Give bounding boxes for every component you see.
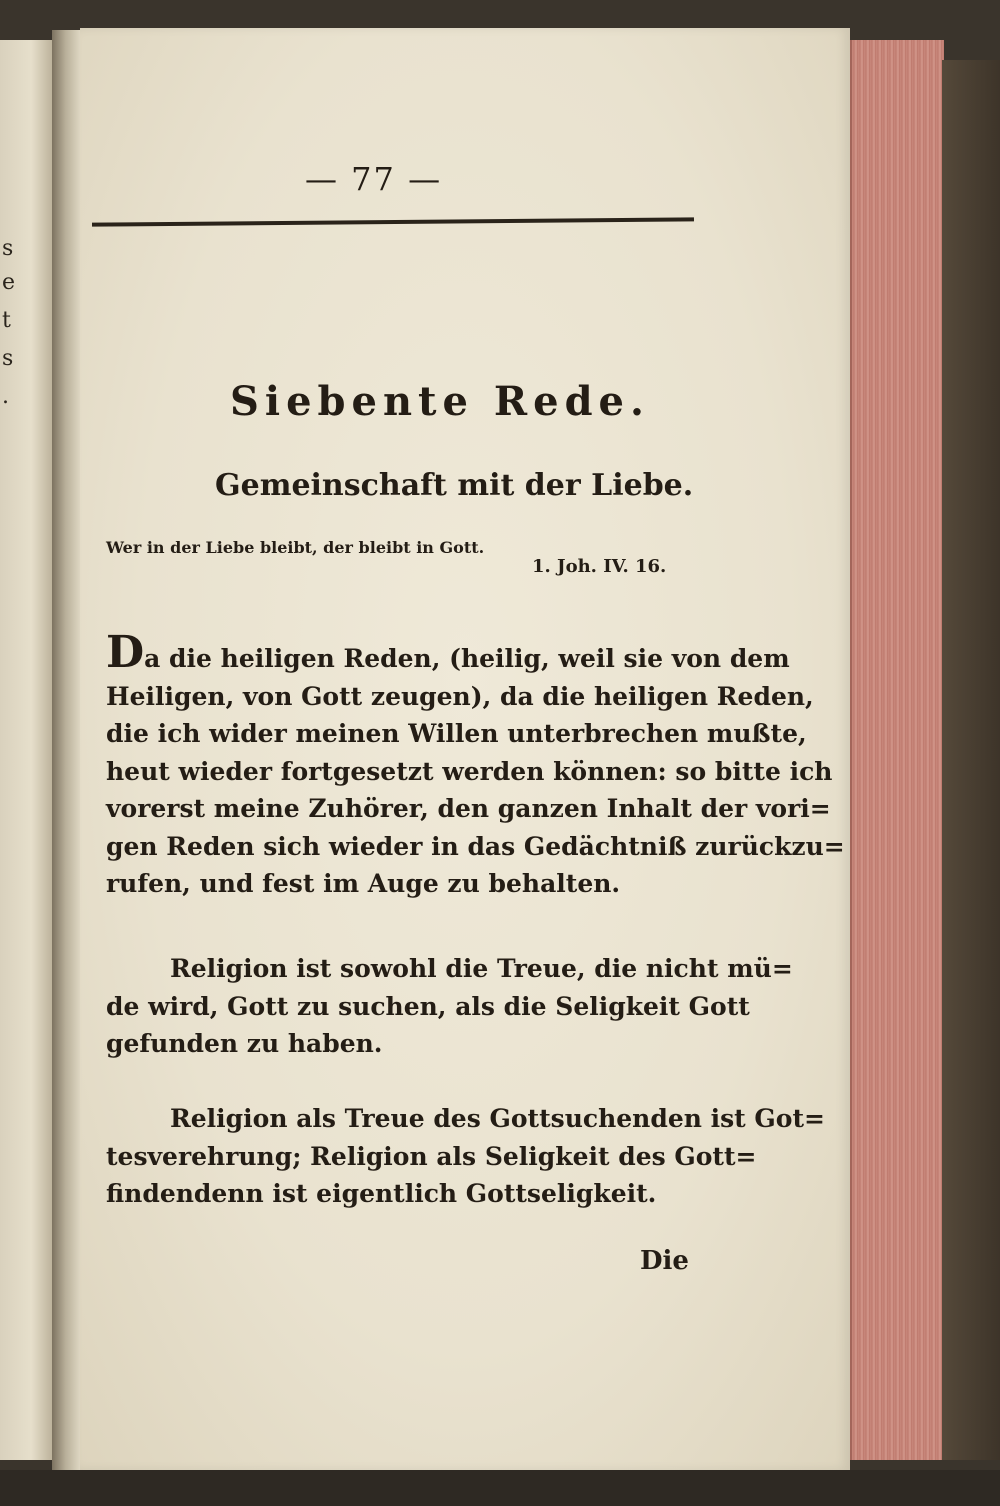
facing-page-char: e [2,270,16,295]
book-gutter [52,30,82,1470]
epigraph-citation: 1. Joh. IV. 16. [532,556,667,577]
chapter-title: Siebente Rede. [230,378,650,425]
text-line: Religion als Treue des Gottsuchenden ist Got= [170,1104,825,1133]
text-line: vorerst meine Zuhörer, den ganzen Inhalt der vori= [106,794,831,823]
text-line: findendenn ist eigentlich Gottseligkeit. [106,1179,657,1208]
facing-page-char: s [2,346,14,371]
chapter-subtitle: Gemeinschaft mit der Liebe. [215,468,694,503]
facing-page-char: . [2,384,9,409]
page-fore-edge [850,40,944,1460]
facing-page-char: t [2,308,11,333]
text-line: Heiligen, von Gott zeugen), da die heiligen Reden, [106,681,814,711]
text-line: de wird, Gott zu suchen, als die Seligkeit Gott [106,991,750,1021]
paragraph-1 [106,627,845,903]
text-line: heut wieder fortgesetzt werden können: so bitte ich [106,756,833,786]
text-line: gen Reden sich wieder in das Gedächtniß zurückzu= [106,831,845,861]
drop-cap: D [106,627,145,678]
text-line: gefunden zu haben. [106,1029,383,1058]
text-line: rufen, und fest im Auge zu behalten. [106,869,621,898]
paragraph-2 [106,950,793,1063]
book-cover [942,60,1000,1460]
facing-page-char: s [2,236,14,261]
text-line: Da die heiligen Reden, (heilig, weil sie von dem [106,627,790,678]
text-line: tesverehrung; Religion als Seligkeit des Gott= [106,1141,757,1171]
background-shadow [0,1470,1000,1506]
catchword: Die [640,1246,689,1276]
page-number: — 77 — [305,160,443,198]
text-line: die ich wider meinen Willen unterbrechen mußte, [106,719,807,748]
epigraph-text: Wer in der Liebe bleibt, der bleibt in Gott. [106,538,485,557]
text-line: Religion ist sowohl die Treue, die nicht mü= [170,954,793,983]
facing-page-edge [0,40,52,1460]
paragraph-3 [106,1100,825,1213]
